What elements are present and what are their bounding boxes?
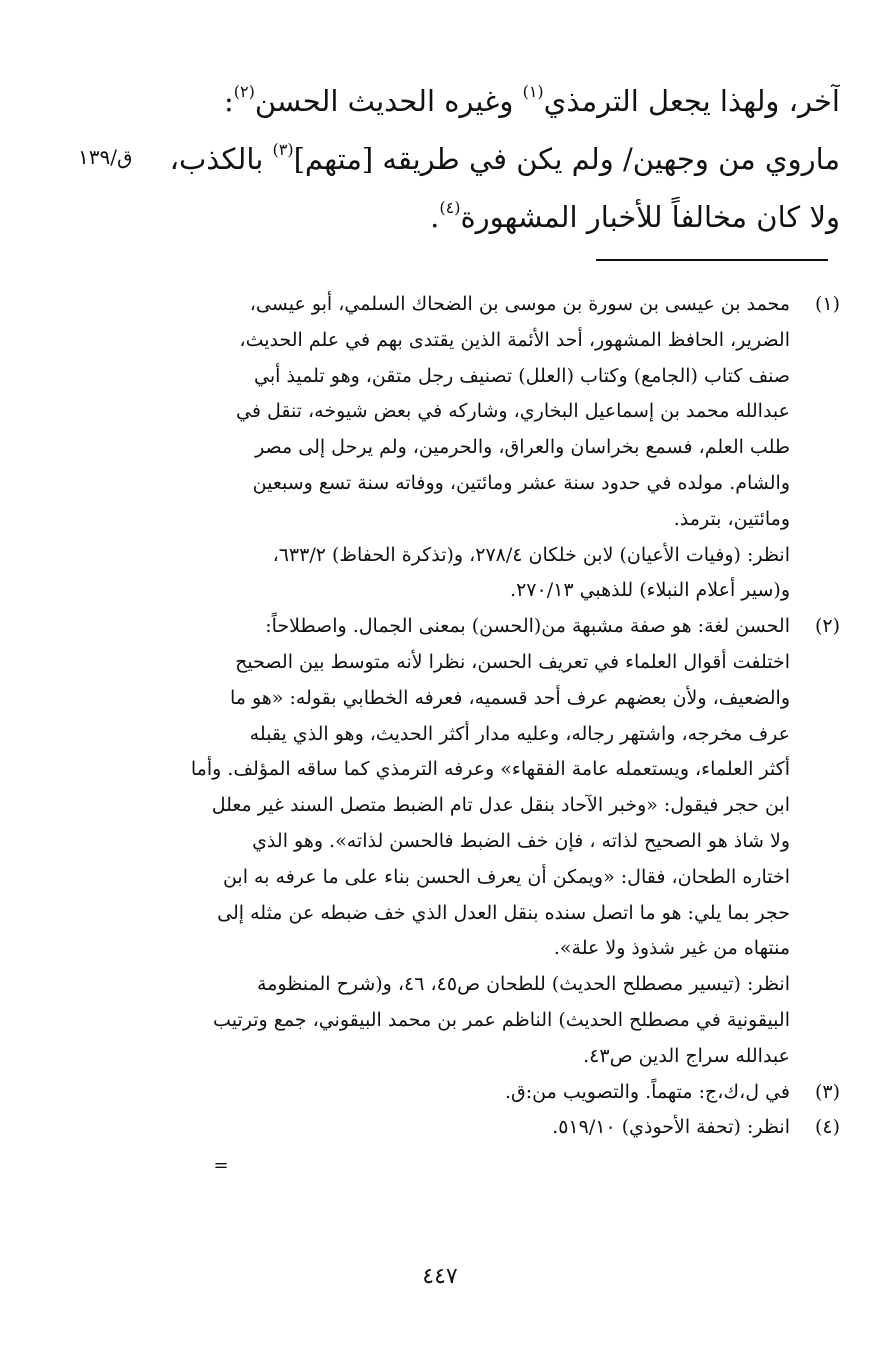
footnote-line: اختاره الطحان، فقال: «ويمكن أن يعرف الحسن بناء على ما عرفه به ابن xyxy=(222,865,790,888)
footnote-line: أكثر العلماء، ويستعمله عامة الفقهاء» وعرفه الترمذي كما ساقه المؤلف. وأما xyxy=(190,758,790,781)
footnote-paragraph xyxy=(150,1075,790,1111)
footnote-line: انظر: (تحفة الأحوذي) ٥١٩/١٠. xyxy=(552,1116,790,1139)
manuscript-folio-note: ق/١٣٩ xyxy=(78,145,133,169)
footnote-line: و(سير أعلام النبلاء) للذهبي ٢٧٠/١٣. xyxy=(510,579,790,602)
main-text-line: ولا كان مخالفاً للأخبار المشهورة$^{(٤)}$. xyxy=(430,198,840,234)
footnote-line: طلب العلم، فسمع بخراسان والعراق، والحرمين، ولم يرحل إلى مصر xyxy=(255,436,790,459)
footnote-line: انظر: (تيسير مصطلح الحديث) للطحان ص٤٥، ٤٦، و(شرح المنظومة xyxy=(257,973,790,996)
footnote-paragraph xyxy=(150,538,790,610)
footnote-line: صنف كتاب (الجامع) وكتاب (العلل) تصنيف رجل متقن، وهو تلميذ أبي xyxy=(254,364,790,387)
footnotes xyxy=(150,287,840,1146)
stray-mark: = xyxy=(213,1155,229,1176)
footnote xyxy=(150,1110,840,1146)
footnote-ref: (٣) xyxy=(272,140,294,159)
main-text-line: آخر، ولهذا يجعل الترمذي$^{(١)}$ وغيره الحديث الحسن$^{(٢)}$: xyxy=(223,82,840,118)
footnote-line: اختلفت أقوال العلماء في تعريف الحسن، نظرا لأنه متوسط بين الصحيح xyxy=(235,650,790,673)
footnote-line: الحسن لغة: هو صفة مشبهة من(الحسن) بمعنى الجمال. واصطلاحاً: xyxy=(265,615,790,638)
footnote-ref: (١) xyxy=(522,82,544,101)
footnote xyxy=(150,609,840,1074)
footnote-line: ابن حجر فيقول: «وخبر الآحاد بنقل عدل تام الضبط متصل السند غير معلل xyxy=(211,794,790,817)
footnote-line: الضرير، الحافظ المشهور، أحد الأئمة الذين يقتدى بهم في علم الحديث، xyxy=(239,328,790,351)
footnote-line: عبدالله محمد بن إسماعيل البخاري، وشاركه في بعض شيوخه، تنقل في xyxy=(235,400,790,423)
footnote-line: والشام. مولده في حدود سنة عشر ومائتين، ووفاته سنة تسع وسبعين xyxy=(252,471,790,494)
footnote-paragraph xyxy=(150,609,790,967)
footnote xyxy=(150,1075,840,1111)
footnote-ref: (٢) xyxy=(233,82,255,101)
page-number: ٤٤٧ xyxy=(422,1264,458,1289)
footnote-line: حجر بما يلي: هو ما اتصل سنده بنقل العدل الذي خف ضبطه عن مثله إلى xyxy=(217,901,790,924)
footnote-line: ومائتين، بترمذ. xyxy=(673,507,790,530)
footnote-ref: (٤) xyxy=(439,198,461,217)
footnote-line: في ل،ك،ج: متهماً. والتصويب من:ق. xyxy=(505,1080,790,1103)
footnote-paragraph xyxy=(150,1110,790,1146)
footnote-body xyxy=(150,1075,790,1111)
footnote-number: (١) xyxy=(814,293,840,315)
footnote-line: منتهاه من غير شذوذ ولا علة». xyxy=(553,937,790,960)
footnote-line: والضعيف، ولأن بعضهم عرف أحد قسميه، فعرفه الخطابي بقوله: «هو ما xyxy=(229,686,790,709)
footnote-paragraph xyxy=(150,287,790,538)
footnote-body xyxy=(150,1110,790,1146)
footnote-line: انظر: (وفيات الأعيان) لابن خلكان ٢٧٨/٤، و(تذكرة الحفاظ) ٦٣٣/٢، xyxy=(272,543,790,566)
footnote xyxy=(150,287,840,609)
footnote-separator xyxy=(596,259,828,261)
footnote-number: (٤) xyxy=(814,1116,840,1139)
main-text-line: ماروي من وجهين/ ولم يكن في طريقه [متهم]$^{(٣)}$ بالكذب، xyxy=(169,140,840,176)
footnote-line: عبدالله سراج الدين ص٤٣. xyxy=(583,1044,790,1067)
footnote-paragraph xyxy=(150,967,790,1074)
footnote-body xyxy=(150,287,790,609)
footnote-line: محمد بن عيسى بن سورة بن موسى بن الضحاك السلمي، أبو عيسى، xyxy=(249,293,790,315)
footnote-number: (٢) xyxy=(814,615,840,638)
footnote-line: عرف مخرجه، واشتهر رجاله، وعليه مدار أكثر الحديث، وهو الذي يقبله xyxy=(249,722,790,745)
main-text xyxy=(150,72,840,246)
footnote-line: البيقونية في مصطلح الحديث) الناظم عمر بن محمد البيقوني، جمع وترتيب xyxy=(213,1008,790,1031)
footnote-line: ولا شاذ هو الصحيح لذاته ، فإن خف الضبط فالحسن لذاته». وهو الذي xyxy=(252,829,790,852)
footnote-number: (٣) xyxy=(814,1080,840,1103)
footnote-body xyxy=(150,609,790,1074)
